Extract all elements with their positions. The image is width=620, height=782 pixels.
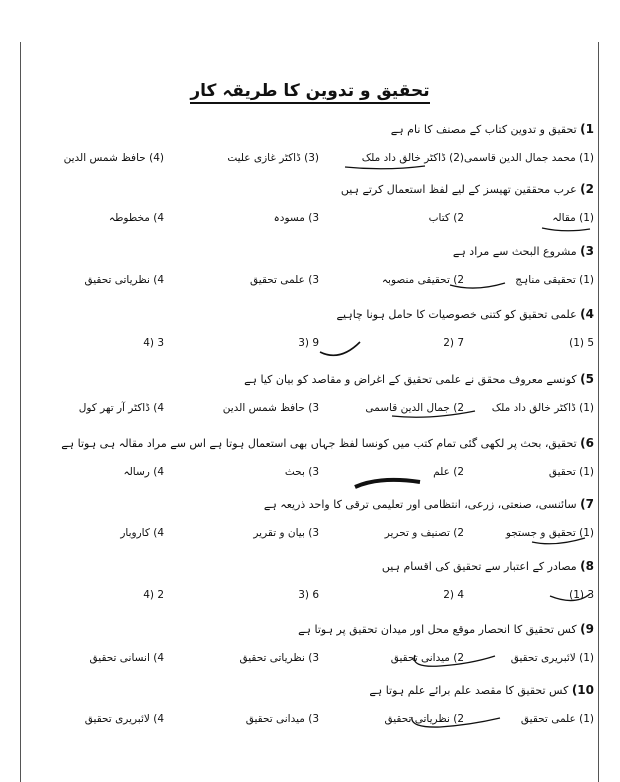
option-4: 4) کاروبار xyxy=(120,527,164,539)
question-9 xyxy=(298,622,594,636)
option-1: (1) تحقیق و جستجو xyxy=(505,527,594,539)
question-text: تحقیق، بحث پر لکھی گئی تمام کتب میں کونسا لفظ جہاں بھی استعمال ہوتا ہے اس سے مراد مقالہ ہی ہوتا ہے xyxy=(61,437,577,450)
question-1 xyxy=(391,122,594,136)
option-4: 4) رسالہ xyxy=(123,466,164,478)
option-4: 4) انسانی تحقیق xyxy=(89,652,164,664)
question-text: کونسے معروف محقق نے علمی تحقیق کے اغراض و مقاصد کو بیان کیا ہے xyxy=(244,373,577,386)
option-1: 3 (1) xyxy=(569,589,594,601)
page-left-border xyxy=(20,42,21,782)
option-2: 2) علم xyxy=(433,466,464,478)
question-text: تحقیق و تدوین کتاب کے مصنف کا نام ہے xyxy=(390,123,577,136)
question-2 xyxy=(341,182,594,196)
mark-q1 xyxy=(345,166,425,169)
question-number: 5) xyxy=(580,372,594,386)
option-3: 3) مسودہ xyxy=(273,212,319,224)
page-title: تحقیق و تدوین کا طریقہ کار xyxy=(0,80,620,101)
option-4: 4) مخطوطہ xyxy=(108,212,164,224)
option-1: (1) مقالہ xyxy=(552,212,594,224)
question-number: 7) xyxy=(580,497,594,511)
question-text: کس تحقیق کا مقصد علم برائے علم ہوتا ہے xyxy=(369,684,569,697)
option-4: (4) حافظ شمس الدین xyxy=(63,152,164,164)
question-7 xyxy=(264,497,594,511)
option-1: (1) لائبریری تحقیق xyxy=(510,652,594,664)
question-number: 3) xyxy=(580,244,594,258)
option-1: (1) تحقیق xyxy=(548,466,594,478)
question-text: مشروع البحث سے مراد ہے xyxy=(452,245,577,258)
question-text: کس تحقیق کا انحصار موقع محل اور میدان تحقیق پر ہوتا ہے xyxy=(298,623,577,636)
option-3: 3) علمی تحقیق xyxy=(250,274,319,286)
question-3 xyxy=(453,244,594,258)
option-1: (1) محمد جمال الدین قاسمی xyxy=(464,152,594,164)
option-4: 4) نظریاتی تحقیق xyxy=(84,274,164,286)
option-2: 2) کتاب xyxy=(428,212,464,224)
option-3: 3) حافظ شمس الدین xyxy=(222,402,319,414)
option-2: 4 (2 xyxy=(443,589,464,601)
option-2: 2) نظریاتی تحقیق xyxy=(384,713,464,725)
mark-q4 xyxy=(320,342,360,355)
option-1: (1) علمی تحقیق xyxy=(520,713,594,725)
question-10 xyxy=(369,683,594,697)
question-number: 10) xyxy=(571,683,594,697)
option-2: 7 (2 xyxy=(443,337,464,349)
question-text: مصادر کے اعتبار سے تحقیق کی اقسام ہیں xyxy=(381,560,577,573)
option-3: 3) بحث xyxy=(284,466,319,478)
mark-q6 xyxy=(355,480,420,487)
option-1: (1) تحقیقی مناہج xyxy=(515,274,594,286)
question-text: عرب محققین تھیسز کے لیے لفظ استعمال کرتے ہیں xyxy=(340,183,577,196)
option-2: 2) جمال الدین قاسمی xyxy=(365,402,464,414)
option-3: 6 (3 xyxy=(298,589,319,601)
question-4 xyxy=(337,307,595,321)
question-6 xyxy=(61,436,594,450)
question-number: 9) xyxy=(580,622,594,636)
option-2: 2) تصنیف و تحریر xyxy=(384,527,464,539)
question-text: علمی تحقیق کو کتنی خصوصیات کا حامل ہونا چاہیے xyxy=(336,308,577,321)
question-number: 1) xyxy=(580,122,594,136)
question-text: سائنسی، صنعتی، زرعی، انتظامی اور تعلیمی ترقی کا واحد ذریعہ ہے xyxy=(263,498,577,511)
option-4: 3 (4 xyxy=(143,337,164,349)
option-1: 5 (1) xyxy=(569,337,594,349)
option-1: (1) ڈاکٹر خالق داد ملک xyxy=(491,402,594,414)
page-right-border xyxy=(598,42,599,782)
question-number: 2) xyxy=(580,182,594,196)
option-3: 3) نظریاتی تحقیق xyxy=(239,652,319,664)
question-8 xyxy=(382,559,594,573)
option-3: 9 (3 xyxy=(298,337,319,349)
question-5 xyxy=(244,372,594,386)
mark-q2 xyxy=(542,228,590,231)
option-2: 2) میدانی تحقیق xyxy=(390,652,464,664)
question-number: 6) xyxy=(580,436,594,450)
option-3: 3) میدانی تحقیق xyxy=(245,713,319,725)
option-2: 2) تحقیقی منصوبہ xyxy=(381,274,464,286)
option-3: (3) ڈاکٹر غازی علیت xyxy=(227,152,319,164)
question-number: 8) xyxy=(580,559,594,573)
option-2: (2) ڈاکٹر خالق داد ملک xyxy=(361,152,464,164)
option-3: 3) بیان و تقریر xyxy=(253,527,319,539)
option-4: 2 (4 xyxy=(143,589,164,601)
question-number: 4) xyxy=(580,307,594,321)
option-4: 4) ڈاکٹر آر تھر کول xyxy=(78,402,164,414)
option-4: 4) لائبریری تحقیق xyxy=(84,713,164,725)
